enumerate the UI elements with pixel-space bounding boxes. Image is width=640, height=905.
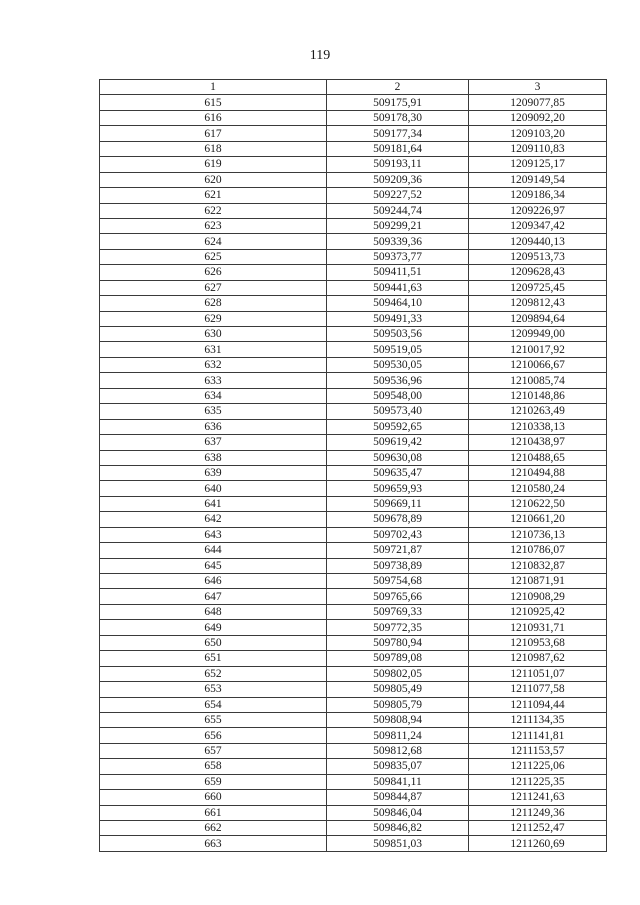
y-coordinate-cell: 1209949,00 <box>469 327 607 342</box>
table-row <box>100 728 607 743</box>
column-header-2: 2 <box>327 80 469 95</box>
point-number-cell: 659 <box>100 774 327 789</box>
y-coordinate-cell: 1210085,74 <box>469 373 607 388</box>
point-number-cell: 625 <box>100 249 327 264</box>
y-coordinate-cell: 1210736,13 <box>469 527 607 542</box>
table-header-row <box>100 80 607 95</box>
point-number-cell: 650 <box>100 635 327 650</box>
x-coordinate-cell: 509808,94 <box>327 712 469 727</box>
x-coordinate-cell: 509851,03 <box>327 836 469 851</box>
table-row <box>100 95 607 110</box>
table-row <box>100 388 607 403</box>
point-number-cell: 645 <box>100 558 327 573</box>
x-coordinate-cell: 509802,05 <box>327 666 469 681</box>
x-coordinate-cell: 509780,94 <box>327 635 469 650</box>
point-number-cell: 628 <box>100 296 327 311</box>
point-number-cell: 622 <box>100 203 327 218</box>
point-number-cell: 636 <box>100 419 327 434</box>
x-coordinate-cell: 509844,87 <box>327 790 469 805</box>
table-row <box>100 404 607 419</box>
y-coordinate-cell: 1211260,69 <box>469 836 607 851</box>
table-row <box>100 311 607 326</box>
point-number-cell: 615 <box>100 95 327 110</box>
y-coordinate-cell: 1209149,54 <box>469 172 607 187</box>
y-coordinate-cell: 1210580,24 <box>469 481 607 496</box>
y-coordinate-cell: 1209812,43 <box>469 296 607 311</box>
x-coordinate-cell: 509630,08 <box>327 450 469 465</box>
table-row <box>100 249 607 264</box>
table-row <box>100 435 607 450</box>
y-coordinate-cell: 1209347,42 <box>469 218 607 233</box>
point-number-cell: 634 <box>100 388 327 403</box>
point-number-cell: 654 <box>100 697 327 712</box>
point-number-cell: 617 <box>100 126 327 141</box>
y-coordinate-cell: 1209186,34 <box>469 188 607 203</box>
point-number-cell: 647 <box>100 589 327 604</box>
point-number-cell: 618 <box>100 141 327 156</box>
x-coordinate-cell: 509503,56 <box>327 327 469 342</box>
y-coordinate-cell: 1211225,35 <box>469 774 607 789</box>
point-number-cell: 648 <box>100 604 327 619</box>
x-coordinate-cell: 509772,35 <box>327 620 469 635</box>
table-row <box>100 342 607 357</box>
x-coordinate-cell: 509519,05 <box>327 342 469 357</box>
table-row <box>100 666 607 681</box>
table-row <box>100 172 607 187</box>
point-number-cell: 661 <box>100 805 327 820</box>
point-number-cell: 641 <box>100 496 327 511</box>
y-coordinate-cell: 1210622,50 <box>469 496 607 511</box>
x-coordinate-cell: 509536,96 <box>327 373 469 388</box>
x-coordinate-cell: 509177,34 <box>327 126 469 141</box>
x-coordinate-cell: 509846,04 <box>327 805 469 820</box>
coordinates-table <box>99 79 607 852</box>
table-row <box>100 110 607 125</box>
x-coordinate-cell: 509841,11 <box>327 774 469 789</box>
point-number-cell: 629 <box>100 311 327 326</box>
y-coordinate-cell: 1211252,47 <box>469 821 607 836</box>
y-coordinate-cell: 1210987,62 <box>469 651 607 666</box>
point-number-cell: 631 <box>100 342 327 357</box>
x-coordinate-cell: 509678,89 <box>327 512 469 527</box>
x-coordinate-cell: 509299,21 <box>327 218 469 233</box>
point-number-cell: 616 <box>100 110 327 125</box>
y-coordinate-cell: 1210066,67 <box>469 357 607 372</box>
table-row <box>100 465 607 480</box>
x-coordinate-cell: 509619,42 <box>327 435 469 450</box>
y-coordinate-cell: 1211225,06 <box>469 759 607 774</box>
x-coordinate-cell: 509812,68 <box>327 743 469 758</box>
table-row <box>100 558 607 573</box>
table-row <box>100 157 607 172</box>
x-coordinate-cell: 509754,68 <box>327 574 469 589</box>
table-row <box>100 651 607 666</box>
x-coordinate-cell: 509175,91 <box>327 95 469 110</box>
x-coordinate-cell: 509491,33 <box>327 311 469 326</box>
point-number-cell: 623 <box>100 218 327 233</box>
x-coordinate-cell: 509548,00 <box>327 388 469 403</box>
point-number-cell: 619 <box>100 157 327 172</box>
x-coordinate-cell: 509464,10 <box>327 296 469 311</box>
table-row <box>100 496 607 511</box>
point-number-cell: 658 <box>100 759 327 774</box>
y-coordinate-cell: 1209440,13 <box>469 234 607 249</box>
table-row <box>100 481 607 496</box>
table-row <box>100 419 607 434</box>
table-row <box>100 126 607 141</box>
y-coordinate-cell: 1210871,91 <box>469 574 607 589</box>
y-coordinate-cell: 1210661,20 <box>469 512 607 527</box>
y-coordinate-cell: 1209077,85 <box>469 95 607 110</box>
y-coordinate-cell: 1209103,20 <box>469 126 607 141</box>
x-coordinate-cell: 509789,08 <box>327 651 469 666</box>
point-number-cell: 644 <box>100 543 327 558</box>
y-coordinate-cell: 1211141,81 <box>469 728 607 743</box>
x-coordinate-cell: 509339,36 <box>327 234 469 249</box>
table-row <box>100 512 607 527</box>
point-number-cell: 624 <box>100 234 327 249</box>
table-row <box>100 697 607 712</box>
x-coordinate-cell: 509573,40 <box>327 404 469 419</box>
table-row <box>100 280 607 295</box>
y-coordinate-cell: 1209125,17 <box>469 157 607 172</box>
table-row <box>100 790 607 805</box>
y-coordinate-cell: 1211077,58 <box>469 682 607 697</box>
x-coordinate-cell: 509181,64 <box>327 141 469 156</box>
x-coordinate-cell: 509805,79 <box>327 697 469 712</box>
x-coordinate-cell: 509193,11 <box>327 157 469 172</box>
y-coordinate-cell: 1210953,68 <box>469 635 607 650</box>
table-row <box>100 589 607 604</box>
y-coordinate-cell: 1211153,57 <box>469 743 607 758</box>
table-row <box>100 712 607 727</box>
x-coordinate-cell: 509669,11 <box>327 496 469 511</box>
x-coordinate-cell: 509441,63 <box>327 280 469 295</box>
y-coordinate-cell: 1209092,20 <box>469 110 607 125</box>
table-row <box>100 265 607 280</box>
y-coordinate-cell: 1209110,83 <box>469 141 607 156</box>
y-coordinate-cell: 1209226,97 <box>469 203 607 218</box>
x-coordinate-cell: 509227,52 <box>327 188 469 203</box>
table-row <box>100 574 607 589</box>
table-row <box>100 296 607 311</box>
point-number-cell: 643 <box>100 527 327 542</box>
point-number-cell: 649 <box>100 620 327 635</box>
y-coordinate-cell: 1211241,63 <box>469 790 607 805</box>
table-row <box>100 373 607 388</box>
point-number-cell: 656 <box>100 728 327 743</box>
y-coordinate-cell: 1209894,64 <box>469 311 607 326</box>
x-coordinate-cell: 509811,24 <box>327 728 469 743</box>
x-coordinate-cell: 509835,07 <box>327 759 469 774</box>
point-number-cell: 653 <box>100 682 327 697</box>
x-coordinate-cell: 509635,47 <box>327 465 469 480</box>
y-coordinate-cell: 1211051,07 <box>469 666 607 681</box>
point-number-cell: 652 <box>100 666 327 681</box>
table-row <box>100 759 607 774</box>
y-coordinate-cell: 1210494,88 <box>469 465 607 480</box>
x-coordinate-cell: 509769,33 <box>327 604 469 619</box>
y-coordinate-cell: 1210786,07 <box>469 543 607 558</box>
point-number-cell: 637 <box>100 435 327 450</box>
y-coordinate-cell: 1210832,87 <box>469 558 607 573</box>
point-number-cell: 660 <box>100 790 327 805</box>
y-coordinate-cell: 1210908,29 <box>469 589 607 604</box>
table-row <box>100 543 607 558</box>
x-coordinate-cell: 509846,82 <box>327 821 469 836</box>
point-number-cell: 639 <box>100 465 327 480</box>
x-coordinate-cell: 509411,51 <box>327 265 469 280</box>
table-row <box>100 620 607 635</box>
table-row <box>100 604 607 619</box>
x-coordinate-cell: 509659,93 <box>327 481 469 496</box>
point-number-cell: 655 <box>100 712 327 727</box>
point-number-cell: 626 <box>100 265 327 280</box>
table-row <box>100 682 607 697</box>
point-number-cell: 633 <box>100 373 327 388</box>
y-coordinate-cell: 1211249,36 <box>469 805 607 820</box>
y-coordinate-cell: 1210925,42 <box>469 604 607 619</box>
table-row <box>100 805 607 820</box>
y-coordinate-cell: 1209725,45 <box>469 280 607 295</box>
point-number-cell: 632 <box>100 357 327 372</box>
table-row <box>100 836 607 851</box>
x-coordinate-cell: 509209,36 <box>327 172 469 187</box>
x-coordinate-cell: 509592,65 <box>327 419 469 434</box>
y-coordinate-cell: 1210338,13 <box>469 419 607 434</box>
point-number-cell: 635 <box>100 404 327 419</box>
column-header-1: 1 <box>100 80 327 95</box>
point-number-cell: 621 <box>100 188 327 203</box>
y-coordinate-cell: 1210263,49 <box>469 404 607 419</box>
point-number-cell: 620 <box>100 172 327 187</box>
table-row <box>100 527 607 542</box>
table-row <box>100 203 607 218</box>
y-coordinate-cell: 1210017,92 <box>469 342 607 357</box>
point-number-cell: 642 <box>100 512 327 527</box>
x-coordinate-cell: 509765,66 <box>327 589 469 604</box>
table-row <box>100 218 607 233</box>
x-coordinate-cell: 509373,77 <box>327 249 469 264</box>
point-number-cell: 627 <box>100 280 327 295</box>
table-row <box>100 821 607 836</box>
table-row <box>100 188 607 203</box>
y-coordinate-cell: 1210438,97 <box>469 435 607 450</box>
table-row <box>100 141 607 156</box>
page-number: 119 <box>309 48 331 63</box>
table-row <box>100 327 607 342</box>
x-coordinate-cell: 509738,89 <box>327 558 469 573</box>
table-row <box>100 234 607 249</box>
y-coordinate-cell: 1209513,73 <box>469 249 607 264</box>
y-coordinate-cell: 1210488,65 <box>469 450 607 465</box>
table-row <box>100 357 607 372</box>
x-coordinate-cell: 509530,05 <box>327 357 469 372</box>
point-number-cell: 630 <box>100 327 327 342</box>
table-row <box>100 743 607 758</box>
x-coordinate-cell: 509178,30 <box>327 110 469 125</box>
y-coordinate-cell: 1210148,86 <box>469 388 607 403</box>
y-coordinate-cell: 1211094,44 <box>469 697 607 712</box>
point-number-cell: 651 <box>100 651 327 666</box>
x-coordinate-cell: 509805,49 <box>327 682 469 697</box>
table-row <box>100 635 607 650</box>
column-header-3: 3 <box>469 80 607 95</box>
point-number-cell: 640 <box>100 481 327 496</box>
y-coordinate-cell: 1210931,71 <box>469 620 607 635</box>
y-coordinate-cell: 1209628,43 <box>469 265 607 280</box>
y-coordinate-cell: 1211134,35 <box>469 712 607 727</box>
table-body <box>100 95 607 851</box>
point-number-cell: 663 <box>100 836 327 851</box>
table-row <box>100 450 607 465</box>
x-coordinate-cell: 509721,87 <box>327 543 469 558</box>
x-coordinate-cell: 509244,74 <box>327 203 469 218</box>
point-number-cell: 638 <box>100 450 327 465</box>
point-number-cell: 657 <box>100 743 327 758</box>
point-number-cell: 662 <box>100 821 327 836</box>
table-row <box>100 774 607 789</box>
x-coordinate-cell: 509702,43 <box>327 527 469 542</box>
point-number-cell: 646 <box>100 574 327 589</box>
